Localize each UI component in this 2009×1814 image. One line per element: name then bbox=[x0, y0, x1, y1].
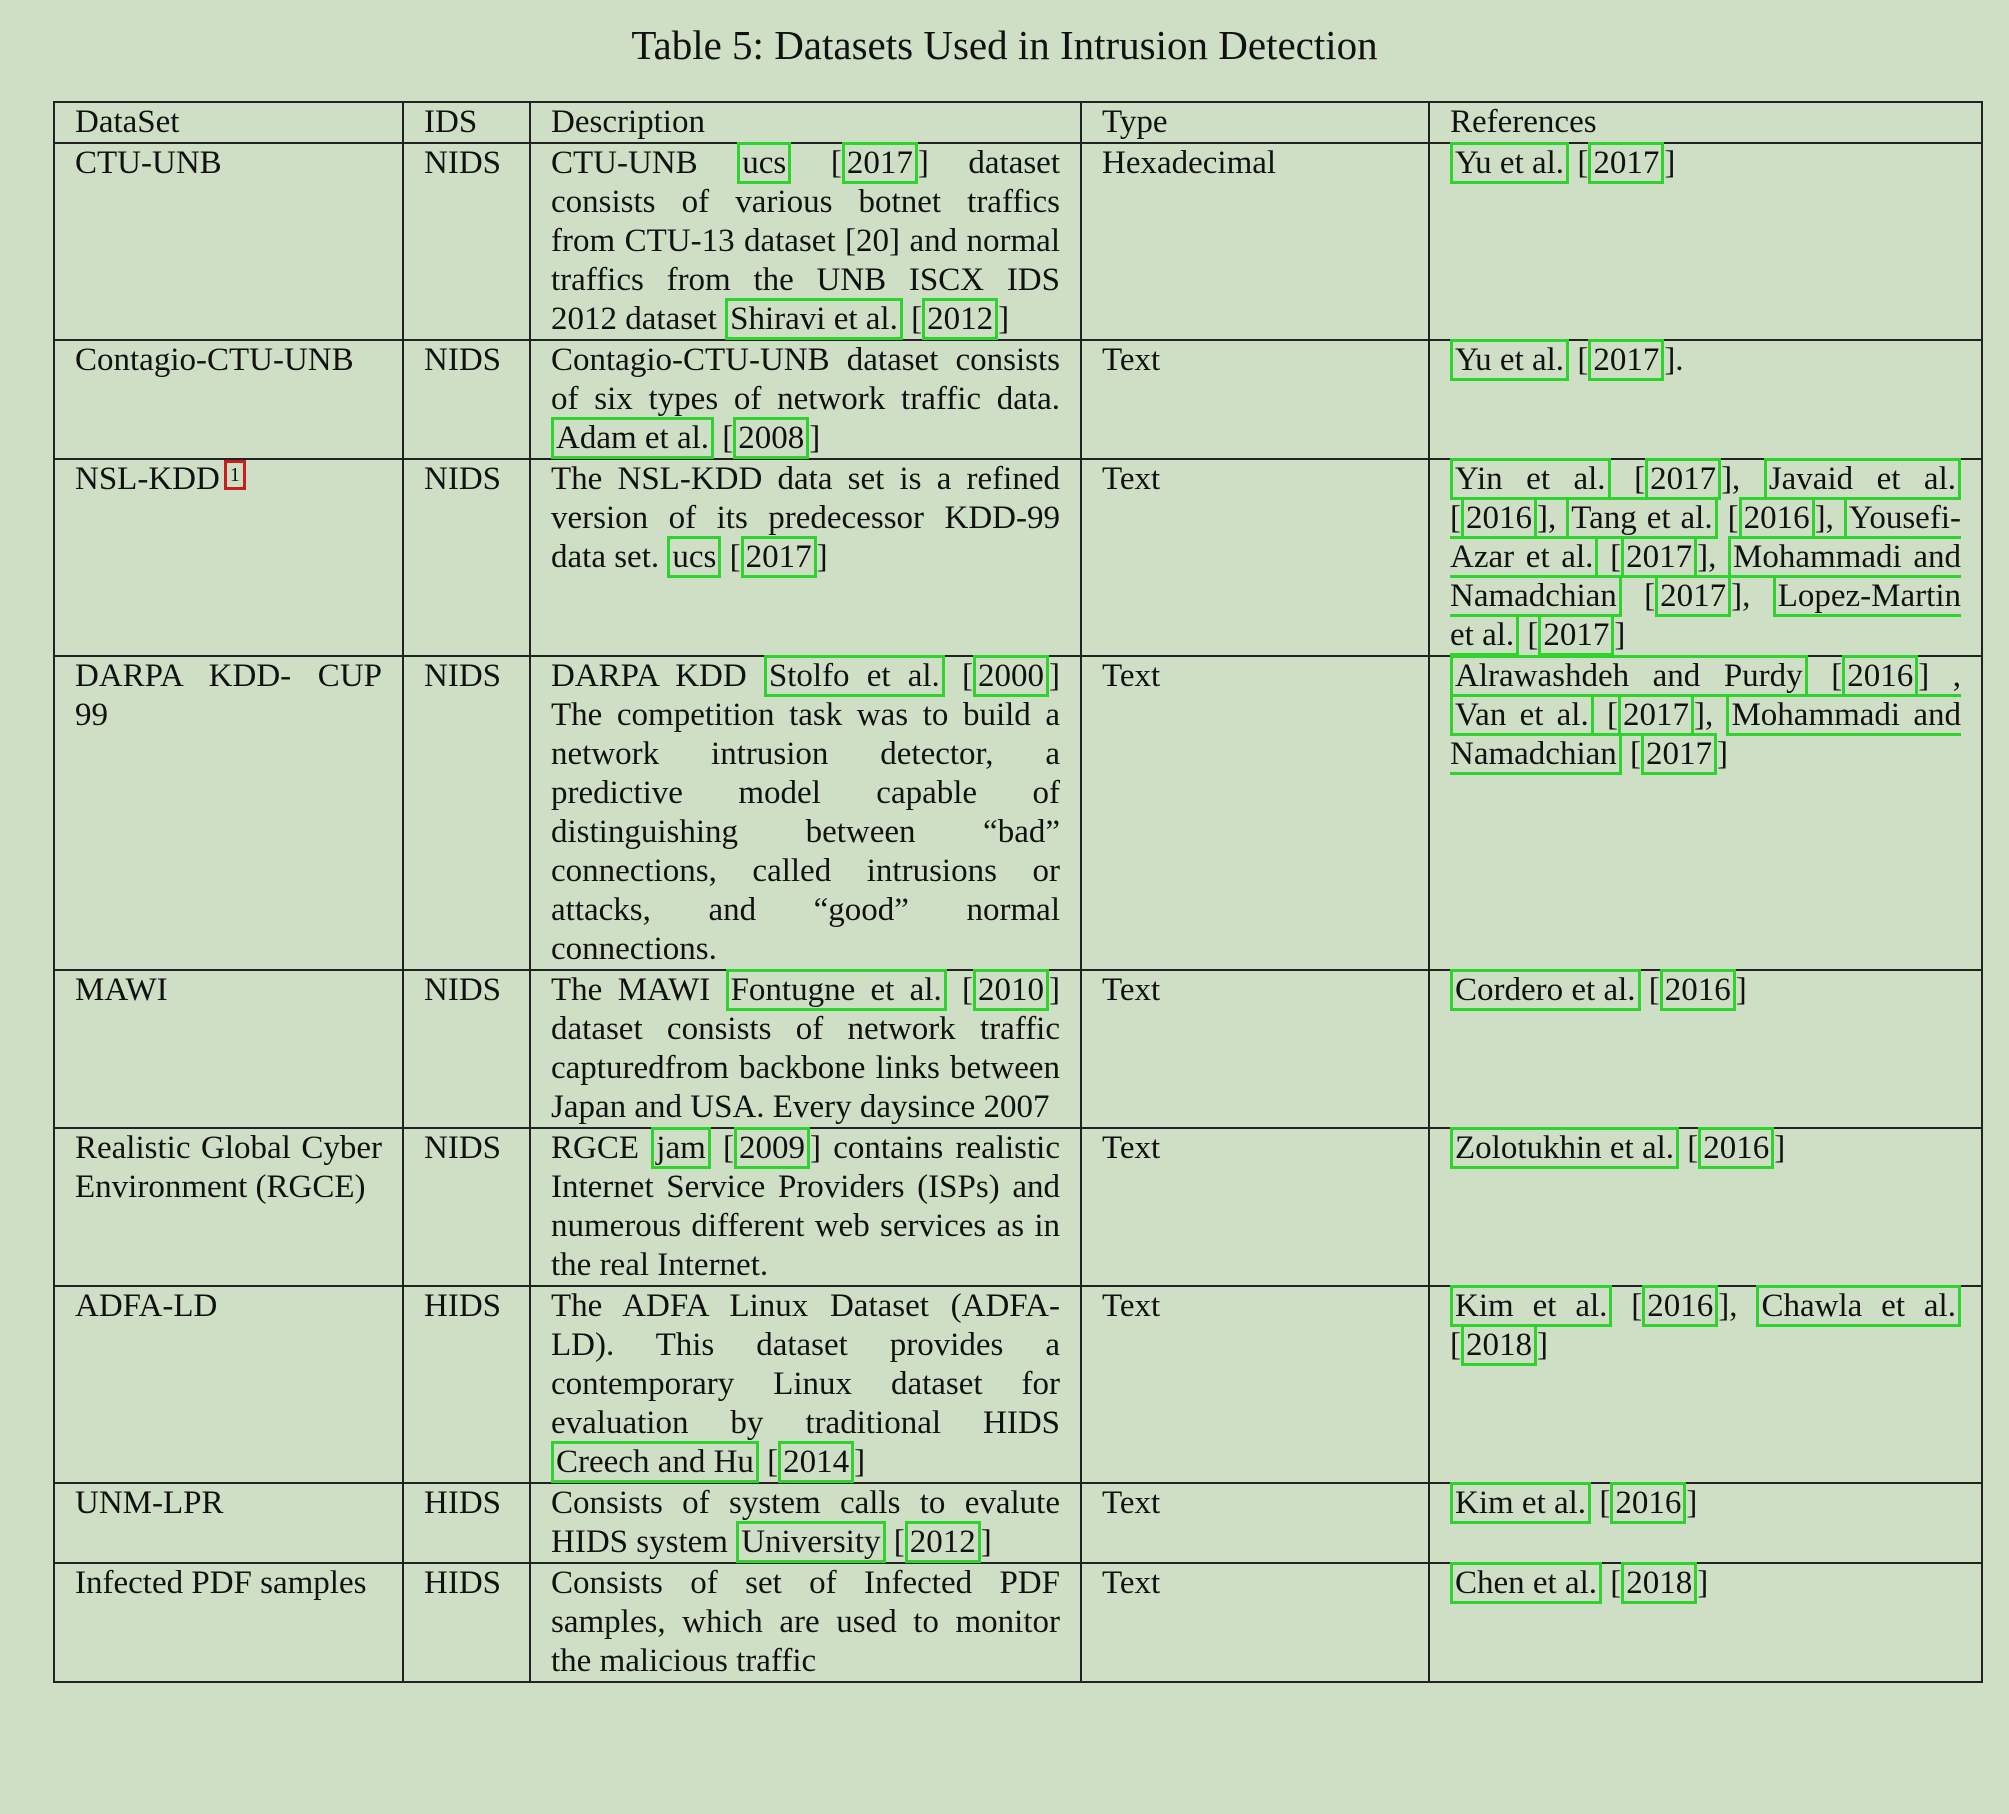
citation-link[interactable]: 2018 bbox=[1461, 1324, 1537, 1366]
description-text: [ bbox=[721, 539, 741, 575]
column-header-dataset: DataSet bbox=[54, 102, 403, 143]
ids-cell: NIDS bbox=[403, 459, 530, 656]
citation-link[interactable]: Javaid et al. bbox=[1764, 458, 1961, 500]
citation-link[interactable]: 2016 bbox=[1698, 1127, 1774, 1169]
references-cell bbox=[1429, 143, 1982, 340]
citation-link[interactable]: Van et al. bbox=[1450, 694, 1594, 736]
reference-separator: [ bbox=[1598, 539, 1622, 575]
table-body bbox=[54, 143, 1982, 1682]
citation-link[interactable]: Zolotukhin et al. bbox=[1450, 1127, 1679, 1169]
reference-separator: ] bbox=[1717, 736, 1729, 772]
citation-link[interactable]: Yu et al. bbox=[1450, 339, 1569, 381]
citation-link[interactable]: Alrawashdeh and Purdy bbox=[1450, 655, 1808, 697]
citation-link[interactable]: University bbox=[736, 1521, 885, 1563]
type-cell: Text bbox=[1081, 1483, 1429, 1563]
reference-separator: [ bbox=[1807, 658, 1843, 694]
citation-link[interactable]: 2017 bbox=[842, 142, 918, 184]
description-cell bbox=[530, 1563, 1081, 1682]
reference-separator: [ bbox=[1621, 578, 1656, 614]
citation-link[interactable]: ucs bbox=[737, 142, 791, 184]
references-cell bbox=[1429, 1483, 1982, 1563]
column-header-references: References bbox=[1429, 102, 1982, 143]
reference-separator: ], bbox=[1697, 539, 1729, 575]
description-cell bbox=[530, 1128, 1081, 1286]
description-text: [ bbox=[714, 420, 734, 456]
citation-link[interactable]: 2012 bbox=[922, 298, 998, 340]
dataset-name: Infected PDF samples bbox=[75, 1565, 367, 1601]
reference-separator: ] bbox=[1774, 1130, 1786, 1166]
citation-link[interactable]: 2016 bbox=[1660, 969, 1736, 1011]
citation-link[interactable]: 2014 bbox=[778, 1441, 854, 1483]
ids-cell: NIDS bbox=[403, 970, 530, 1128]
dataset-name-cell bbox=[54, 970, 403, 1128]
references-cell bbox=[1429, 459, 1982, 656]
ids-cell: NIDS bbox=[403, 1128, 530, 1286]
table-row bbox=[54, 143, 1982, 340]
citation-link[interactable]: Fontugne et al. bbox=[726, 969, 947, 1011]
description-text: ] dataset consists of network traffic capturedfrom backbone links between Japan and USA. Every daysince 2007 bbox=[551, 972, 1060, 1125]
description-text: [ bbox=[758, 1444, 779, 1480]
citation-link[interactable]: Tang et al. bbox=[1566, 497, 1717, 539]
description-text: CTU-UNB bbox=[551, 145, 738, 181]
type-cell: Text bbox=[1081, 1563, 1429, 1682]
dataset-name: DARPA KDD- CUP 99 bbox=[75, 658, 382, 733]
reference-separator: [ bbox=[1717, 500, 1739, 536]
citation-link[interactable]: 2010 bbox=[973, 969, 1049, 1011]
reference-separator: [ bbox=[1450, 1327, 1461, 1363]
table-caption: Table 5: Datasets Used in Intrusion Detection bbox=[631, 22, 1378, 68]
reference-separator: ], bbox=[1693, 697, 1727, 733]
ids-cell: HIDS bbox=[403, 1483, 530, 1563]
citation-link[interactable]: 2012 bbox=[905, 1521, 981, 1563]
citation-link[interactable]: jam bbox=[651, 1127, 710, 1169]
references-cell bbox=[1429, 970, 1982, 1128]
dataset-name: ADFA-LD bbox=[75, 1288, 218, 1324]
column-header-description: Description bbox=[530, 102, 1081, 143]
citation-link[interactable]: Yousefi-Azar et al. bbox=[1450, 497, 1961, 578]
description-text: ] bbox=[809, 420, 821, 456]
description-text: ] dataset consists of various botnet traffics from CTU-13 dataset [20] and normal traffics from the UNB ISCX IDS 2012 dataset bbox=[551, 145, 1060, 337]
description-text: The MAWI bbox=[551, 972, 726, 1008]
citation-link[interactable]: Cordero et al. bbox=[1450, 969, 1641, 1011]
column-header-type: Type bbox=[1081, 102, 1429, 143]
reference-separator: ]. bbox=[1664, 342, 1684, 378]
dataset-name-cell bbox=[54, 1128, 403, 1286]
type-cell: Hexadecimal bbox=[1081, 143, 1429, 340]
citation-link[interactable]: Mohammadi and Namadchian bbox=[1450, 536, 1961, 617]
table-row bbox=[54, 656, 1982, 970]
reference-separator: ], bbox=[1718, 1288, 1757, 1324]
ids-cell: NIDS bbox=[403, 656, 530, 970]
citation-link[interactable]: 2017 bbox=[1621, 536, 1697, 578]
dataset-name-cell bbox=[54, 1483, 403, 1563]
citation-link[interactable]: Chawla et al. bbox=[1756, 1285, 1961, 1327]
citation-link[interactable]: 2016 bbox=[1642, 1285, 1718, 1327]
citation-link[interactable]: Chen et al. bbox=[1450, 1562, 1602, 1604]
references-cell bbox=[1429, 1286, 1982, 1483]
dataset-name: UNM-LPR bbox=[75, 1485, 224, 1521]
reference-separator: [ bbox=[1602, 1565, 1622, 1601]
column-header-ids: IDS bbox=[403, 102, 530, 143]
description-text: ] The competition task was to build a network intrusion detector, a predictive model capable of distinguishing between “bad” connections, called intrusions or attacks, and “good” normal connections. bbox=[551, 658, 1060, 967]
description-text: [ bbox=[902, 301, 923, 337]
reference-separator: ] bbox=[1686, 1485, 1698, 1521]
description-text: [ bbox=[710, 1130, 735, 1166]
reference-separator: ], bbox=[1731, 578, 1773, 614]
reference-separator: [ bbox=[1519, 617, 1539, 653]
description-text: ] bbox=[854, 1444, 866, 1480]
citation-link[interactable]: Stolfo et al. bbox=[764, 655, 945, 697]
citation-link[interactable]: ucs bbox=[667, 536, 721, 578]
citation-link[interactable]: Lopez-Martin et al. bbox=[1450, 575, 1961, 656]
reference-separator: [ bbox=[1593, 697, 1618, 733]
description-text: DARPA KDD bbox=[551, 658, 764, 694]
reference-separator: ], bbox=[1721, 461, 1764, 497]
description-text: [ bbox=[946, 972, 973, 1008]
references-cell bbox=[1429, 656, 1982, 970]
ids-cell: HIDS bbox=[403, 1286, 530, 1483]
citation-link[interactable]: 2017 bbox=[1655, 575, 1731, 617]
description-text: [ bbox=[944, 658, 973, 694]
reference-separator: [ bbox=[1569, 145, 1589, 181]
type-cell: Text bbox=[1081, 340, 1429, 459]
description-text: [ bbox=[791, 145, 842, 181]
citation-link[interactable]: 2017 bbox=[1618, 694, 1694, 736]
description-text: ] bbox=[998, 301, 1010, 337]
dataset-name-cell bbox=[54, 459, 403, 656]
description-text: Consists of set of Infected PDF samples, which are used to monitor the malicious traffic bbox=[551, 1565, 1060, 1679]
citation-link[interactable]: 2016 bbox=[1842, 655, 1918, 697]
dataset-name: CTU-UNB bbox=[75, 145, 222, 181]
description-cell bbox=[530, 656, 1081, 970]
description-cell bbox=[530, 459, 1081, 656]
footnote-marker[interactable]: 1 bbox=[224, 460, 246, 490]
reference-separator: [ bbox=[1679, 1130, 1699, 1166]
reference-separator: ] bbox=[1697, 1565, 1709, 1601]
reference-separator: ], bbox=[1537, 500, 1567, 536]
references-cell bbox=[1429, 1128, 1982, 1286]
reference-separator: [ bbox=[1450, 500, 1461, 536]
datasets-table bbox=[53, 101, 1983, 1683]
reference-separator: ] bbox=[1614, 617, 1626, 653]
description-text: [ bbox=[885, 1524, 905, 1560]
ids-cell: HIDS bbox=[403, 1563, 530, 1682]
citation-link[interactable]: 2017 bbox=[1641, 733, 1717, 775]
dataset-name-cell bbox=[54, 143, 403, 340]
table-row bbox=[54, 340, 1982, 459]
citation-link[interactable]: Creech and Hu bbox=[551, 1441, 759, 1483]
citation-link[interactable]: 2000 bbox=[973, 655, 1049, 697]
dataset-name: MAWI bbox=[75, 972, 168, 1008]
citation-link[interactable]: 2016 bbox=[1610, 1482, 1686, 1524]
description-cell bbox=[530, 970, 1081, 1128]
reference-separator: ] bbox=[1735, 972, 1747, 1008]
type-cell: Text bbox=[1081, 656, 1429, 970]
citation-link[interactable]: 2016 bbox=[1461, 497, 1537, 539]
reference-separator: [ bbox=[1610, 461, 1646, 497]
dataset-name: Contagio-CTU-UNB bbox=[75, 342, 354, 378]
description-text: The NSL-KDD data set is a refined version of its predecessor KDD-99 data set. bbox=[551, 461, 1060, 575]
ids-cell: NIDS bbox=[403, 340, 530, 459]
reference-separator: ] bbox=[1664, 145, 1676, 181]
citation-link[interactable]: Yin et al. bbox=[1450, 458, 1611, 500]
reference-separator: [ bbox=[1612, 1288, 1643, 1324]
description-text: ] bbox=[816, 539, 828, 575]
dataset-name-cell bbox=[54, 1563, 403, 1682]
citation-link[interactable]: 2008 bbox=[733, 417, 809, 459]
table-row bbox=[54, 1563, 1982, 1682]
description-text: Consists of system calls to evalute HIDS system bbox=[551, 1485, 1060, 1560]
citation-link[interactable]: 2017 bbox=[1588, 142, 1664, 184]
reference-separator: [ bbox=[1569, 342, 1589, 378]
table-row bbox=[54, 459, 1982, 656]
citation-link[interactable]: Mohammadi and Namadchian bbox=[1450, 694, 1961, 775]
citation-link[interactable]: 2017 bbox=[1538, 614, 1614, 656]
description-text: The ADFA Linux Dataset (ADFA-LD). This dataset provides a contemporary Linux dataset for evaluation by traditional HIDS bbox=[551, 1288, 1060, 1441]
references-cell bbox=[1429, 340, 1982, 459]
dataset-name-cell bbox=[54, 656, 403, 970]
citation-link[interactable]: 2018 bbox=[1621, 1562, 1697, 1604]
table-row bbox=[54, 970, 1982, 1128]
references-cell bbox=[1429, 1563, 1982, 1682]
description-cell bbox=[530, 1483, 1081, 1563]
reference-separator: ], bbox=[1814, 500, 1844, 536]
ids-cell: NIDS bbox=[403, 143, 530, 340]
reference-separator: [ bbox=[1621, 736, 1642, 772]
citation-link[interactable]: Shiravi et al. bbox=[725, 298, 903, 340]
citation-link[interactable]: Adam et al. bbox=[551, 417, 714, 459]
citation-link[interactable]: 2016 bbox=[1739, 497, 1815, 539]
dataset-name: Realistic Global Cyber Environment (RGCE) bbox=[75, 1130, 382, 1205]
citation-link[interactable]: Yu et al. bbox=[1450, 142, 1569, 184]
citation-link[interactable]: 2009 bbox=[734, 1127, 810, 1169]
description-cell bbox=[530, 340, 1081, 459]
description-text: RGCE bbox=[551, 1130, 652, 1166]
reference-separator: [ bbox=[1591, 1485, 1611, 1521]
citation-link[interactable]: 2017 bbox=[1645, 458, 1721, 500]
description-text: ] bbox=[980, 1524, 992, 1560]
table-row bbox=[54, 1483, 1982, 1563]
type-cell: Text bbox=[1081, 970, 1429, 1128]
type-cell: Text bbox=[1081, 459, 1429, 656]
type-cell: Text bbox=[1081, 1128, 1429, 1286]
table-row bbox=[54, 1128, 1982, 1286]
dataset-name: NSL-KDD bbox=[75, 461, 220, 497]
citation-link[interactable]: Kim et al. bbox=[1450, 1285, 1612, 1327]
citation-link[interactable]: 2017 bbox=[741, 536, 817, 578]
reference-separator: ] bbox=[1537, 1327, 1548, 1363]
citation-link[interactable]: Kim et al. bbox=[1450, 1482, 1591, 1524]
reference-separator: [ bbox=[1640, 972, 1660, 1008]
reference-separator: ] , bbox=[1918, 658, 1961, 694]
description-text: Contagio-CTU-UNB dataset consists of six types of network traffic data. bbox=[551, 342, 1060, 417]
description-cell bbox=[530, 143, 1081, 340]
citation-link[interactable]: 2017 bbox=[1588, 339, 1664, 381]
type-cell: Text bbox=[1081, 1286, 1429, 1483]
dataset-name-cell bbox=[54, 1286, 403, 1483]
description-text: ] contains realistic Internet Service Providers (ISPs) and numerous different web services as in the real Internet. bbox=[551, 1130, 1060, 1283]
table-header-row bbox=[54, 102, 1982, 143]
description-cell bbox=[530, 1286, 1081, 1483]
dataset-name-cell bbox=[54, 340, 403, 459]
table-row bbox=[54, 1286, 1982, 1483]
